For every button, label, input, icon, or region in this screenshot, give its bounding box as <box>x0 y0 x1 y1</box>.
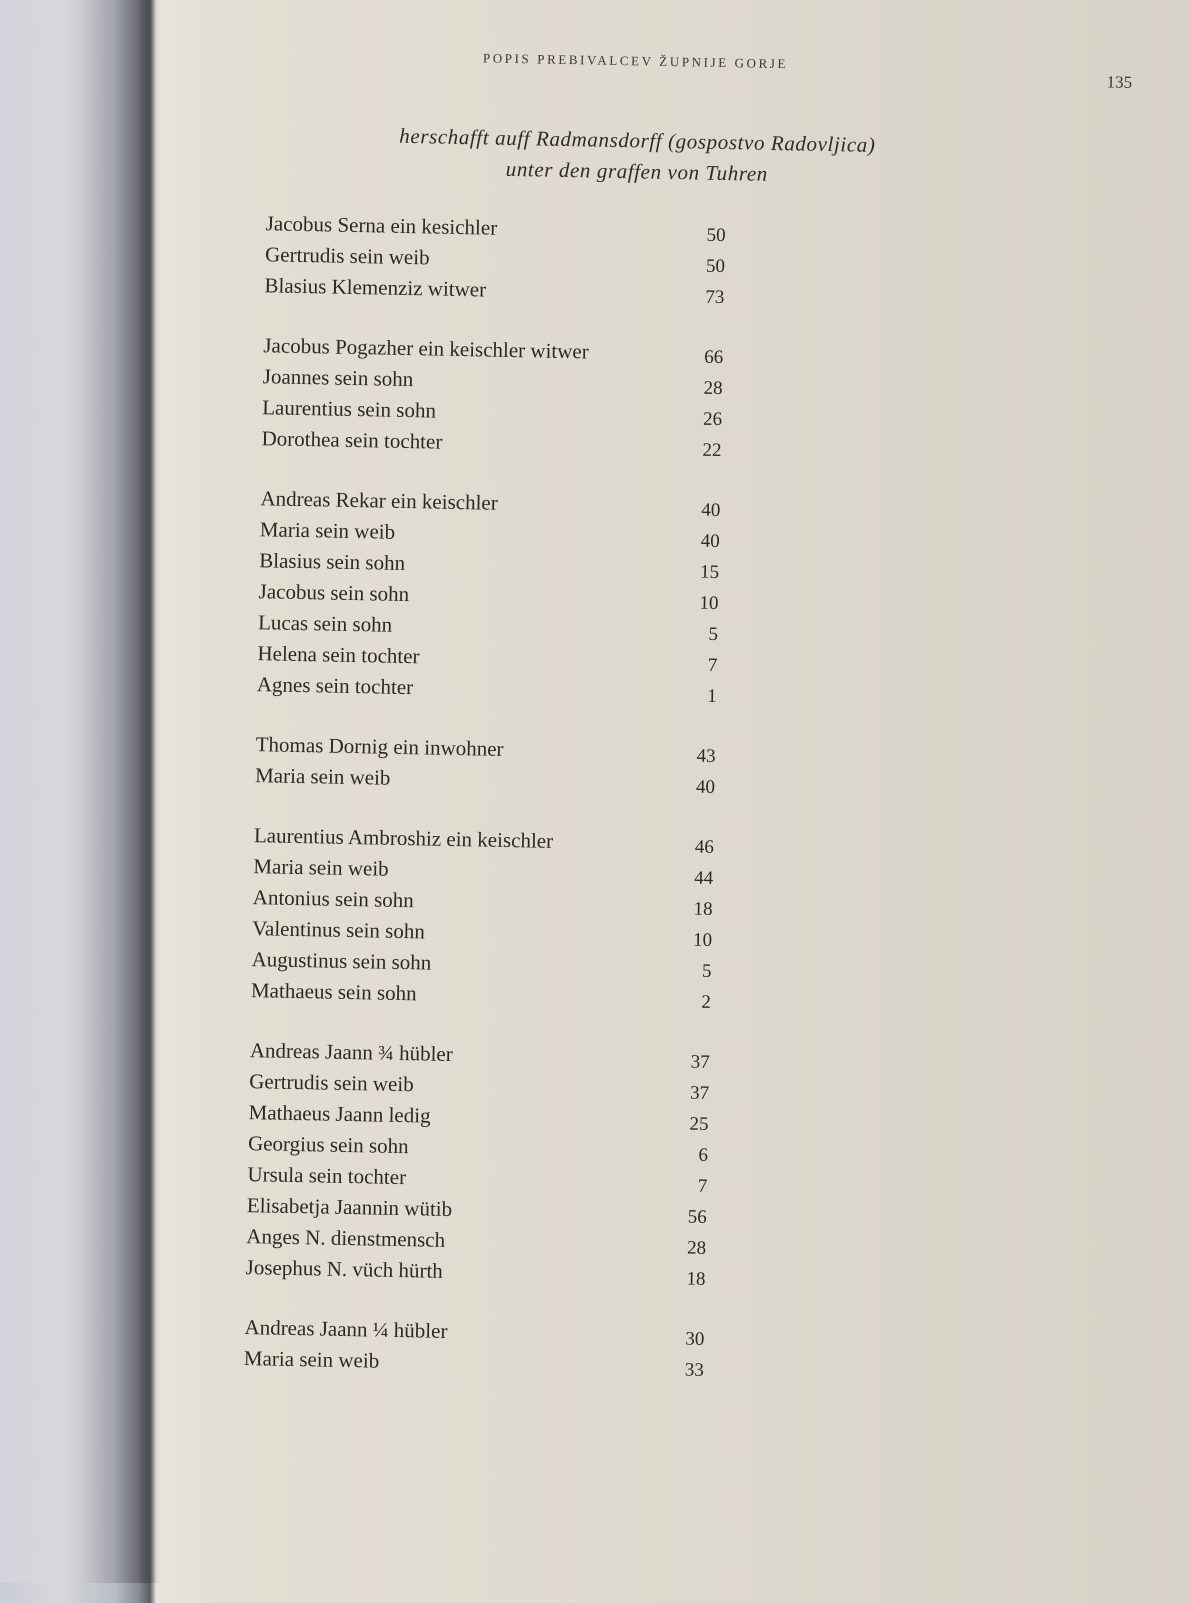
person-name: Gertrudis sein weib <box>249 1069 414 1097</box>
person-age: 46 <box>694 836 715 858</box>
person-age: 40 <box>701 499 721 522</box>
person-age: 18 <box>693 898 713 920</box>
person-age: 30 <box>685 1328 705 1350</box>
household-group <box>251 820 714 1015</box>
person-name: Jacobus Pogazher ein keischler witwer <box>263 333 589 364</box>
page-number: 135 <box>1106 72 1133 92</box>
section-title-line-2: unter den graffen von Tuhren <box>505 156 769 186</box>
person-name: Maria sein weib <box>253 854 389 881</box>
person-age: 18 <box>686 1268 706 1290</box>
household-group <box>255 729 716 800</box>
person-age: 28 <box>703 377 723 400</box>
person-name: Georgius sein sohn <box>247 1131 409 1159</box>
person-name: Helena sein tochter <box>257 641 420 669</box>
person-age: 40 <box>695 776 716 798</box>
person-name: Andreas Rekar ein keischler <box>260 486 498 515</box>
person-age: 25 <box>689 1113 709 1135</box>
person-name: Blasius sein sohn <box>259 548 406 575</box>
person-age: 50 <box>705 255 726 278</box>
household-group <box>244 1312 705 1383</box>
person-name: Thomas Dornig ein inwohner <box>255 732 504 761</box>
person-name: Andreas Jaann ¾ hübler <box>249 1038 453 1067</box>
person-name: Ursula sein tochter <box>247 1162 407 1190</box>
person-name: Jacobus sein sohn <box>258 579 410 607</box>
person-age: 37 <box>689 1082 710 1104</box>
running-head: POPIS PREBIVALCEV ŽUPNIJE GORJE <box>482 50 789 72</box>
person-age: 50 <box>706 224 726 247</box>
person-name: Joannes sein sohn <box>262 364 414 392</box>
person-name: Agnes sein tochter <box>256 672 414 700</box>
person-name: Maria sein weib <box>254 763 391 790</box>
person-age: 2 <box>701 991 712 1013</box>
person-age: 37 <box>690 1051 710 1073</box>
person-age: 5 <box>701 960 712 982</box>
person-age: 28 <box>686 1237 707 1259</box>
census-entries <box>243 208 726 1412</box>
person-age: 7 <box>697 1175 708 1197</box>
household-group <box>245 1035 710 1292</box>
person-name: Elisabetja Jaannin wütib <box>246 1193 453 1222</box>
section-title-line-1: herschafft auff Radmansdorff (gospostvo Radovljica) <box>399 123 876 157</box>
person-name: Laurentius sein sohn <box>261 395 437 423</box>
person-name: Blasius Klemenziz witwer <box>264 273 487 302</box>
person-age: 7 <box>707 654 718 677</box>
person-name: Mathaeus sein sohn <box>250 978 417 1006</box>
person-name: Lucas sein sohn <box>257 610 393 637</box>
person-age: 44 <box>694 867 714 889</box>
person-name: Laurentius Ambroshiz ein keischler <box>253 823 554 853</box>
person-age: 10 <box>699 592 719 615</box>
household-group <box>261 330 723 463</box>
person-name: Anges N. dienstmensch <box>246 1224 446 1252</box>
person-age: 6 <box>698 1144 709 1166</box>
person-name: Valentinus sein sohn <box>251 916 426 944</box>
person-age: 66 <box>704 346 724 369</box>
person-age: 33 <box>684 1359 704 1381</box>
person-name: Jacobus Serna ein kesichler <box>265 211 498 240</box>
person-name: Maria sein weib <box>243 1346 380 1373</box>
book-page <box>120 0 1189 1603</box>
person-age: 22 <box>702 439 722 462</box>
person-age: 5 <box>708 623 719 646</box>
person-age: 10 <box>692 929 713 951</box>
person-name: Josephus N. vüch hürth <box>245 1255 444 1283</box>
person-name: Maria sein weib <box>259 517 396 544</box>
person-name: Andreas Jaann ¼ hübler <box>244 1315 448 1343</box>
person-age: 1 <box>707 685 717 708</box>
person-name: Dorothea sein tochter <box>261 426 443 454</box>
person-age: 26 <box>702 408 723 431</box>
section-title <box>327 119 948 193</box>
person-name: Mathaeus Jaann ledig <box>248 1100 431 1128</box>
household-group <box>257 483 721 709</box>
person-age: 73 <box>705 286 725 309</box>
person-name: Augustinus sein sohn <box>251 947 432 975</box>
person-age: 56 <box>687 1206 707 1228</box>
person-age: 15 <box>699 561 720 584</box>
person-name: Gertrudis sein weib <box>264 242 430 270</box>
household-group <box>264 208 726 310</box>
person-age: 43 <box>696 745 716 767</box>
person-age: 40 <box>700 530 720 553</box>
person-name: Antonius sein sohn <box>252 885 415 913</box>
